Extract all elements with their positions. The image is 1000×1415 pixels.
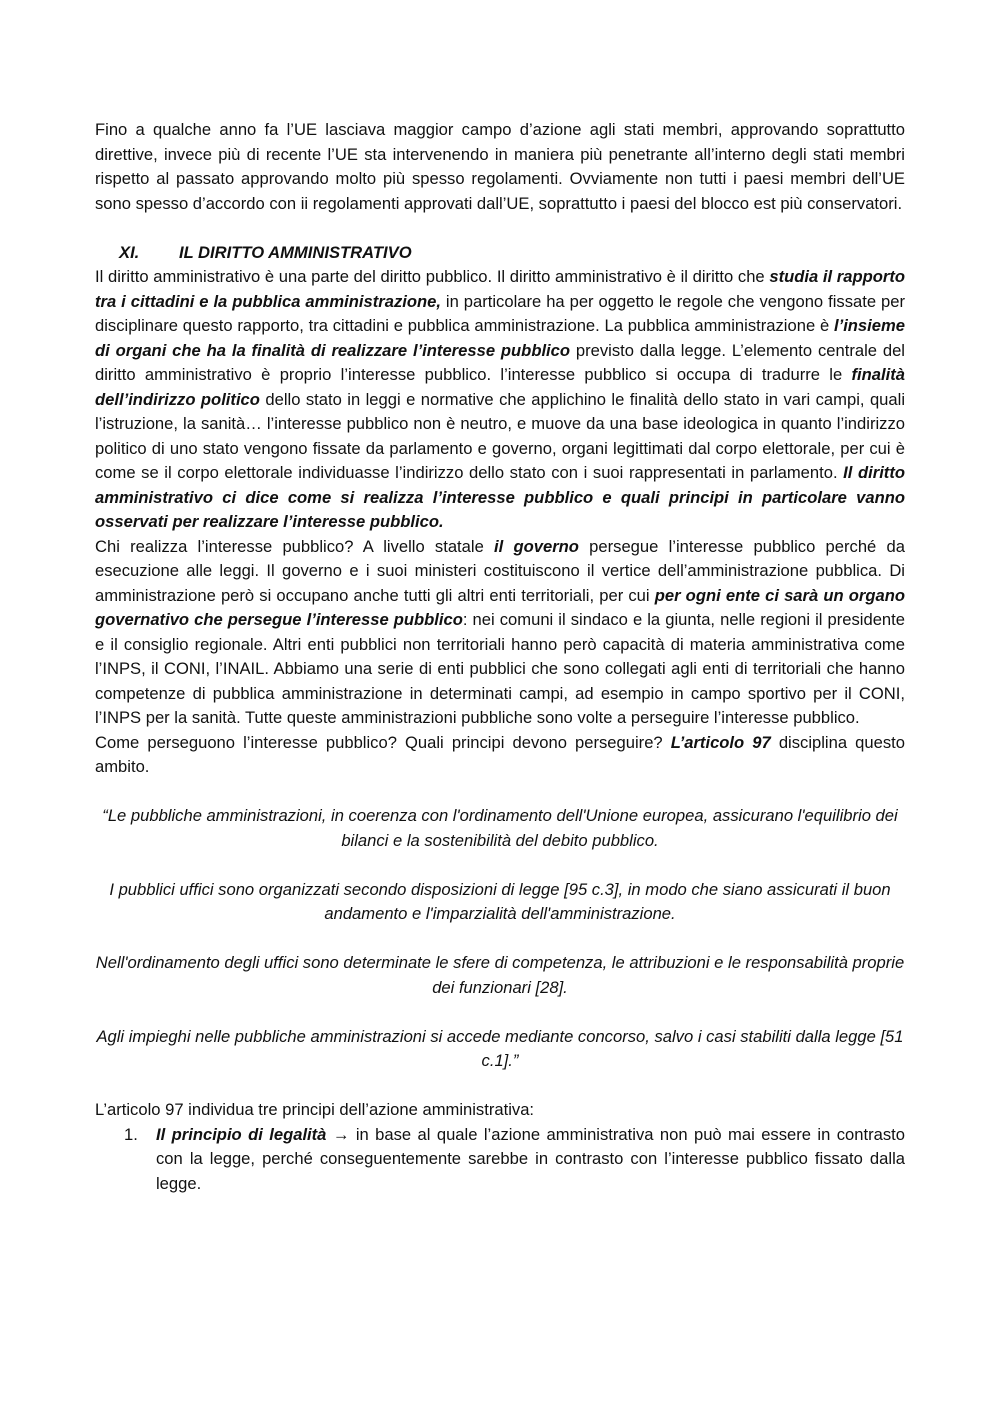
- paragraph-spacer: [95, 1000, 905, 1025]
- principles-list: [95, 1123, 905, 1197]
- list-item-text: [156, 1123, 905, 1197]
- paragraph-spacer: [95, 1074, 905, 1099]
- text-run: Il diritto amministrativo è una parte del diritto pubblico. Il diritto amministrativo è il diritto che: [95, 267, 770, 286]
- text-run: : nei comuni il sindaco e la giunta, nelle regioni il presidente e il consiglio regionale. Altri enti pubblici non territoriali hanno però capacità di materia amministrativa come l’INPS, il CONI, l’INAIL. Abbiamo una serie di enti pubblici che sono collegati agli enti di territoriali che hanno competenze di pubblica amministrazione in determinati campi, ad esempio in campo sportivo per il CONI, l’INPS per la sanità. Tutte queste amministrazioni pubbliche sono volte a perseguire l’interesse pubblico.: [95, 610, 905, 727]
- text-run: previsto dalla legge. L’elemento centrale del diritto amministrativo è proprio l’interesse pubblico. l’interesse pubblico si occupa di tradurre le: [95, 340, 905, 384]
- intro-paragraph: Fino a qualche anno fa l’UE lasciava maggior campo d’azione agli stati membri, approvando soprattutto direttive, invece più di recente l’UE sta intervenendo in maniera più penetrante all’interno degli stati membri rispetto al passato approvando molto più spesso regolamenti. Ovviamente non tutti i paesi membri dell’UE sono spesso d’accordo con ii regolamenti approvati dall’UE, soprattutto i paesi del blocco est più conservatori.: [95, 120, 905, 213]
- section-number: XI.: [119, 242, 140, 262]
- emphasis-run: studia il rapporto tra i cittadini e la pubblica amministrazione,: [95, 267, 906, 311]
- text-run: in particolare ha per oggetto le regole che vengono fissate per disciplinare questo rapporto, tra cittadini e pubblica amministrazione. La pubblica amministrazione è: [95, 291, 905, 335]
- paragraph-definition: [95, 265, 905, 535]
- text-run: Chi realizza l’interesse pubblico? A livello statale: [95, 536, 495, 556]
- arrow-right-icon: →: [332, 1124, 350, 1144]
- paragraph-spacer: [95, 927, 905, 952]
- emphasis-run: Il principio di legalità: [156, 1124, 327, 1144]
- text-run: in base al quale l’azione amministrativa non può mai essere in contrasto con la legge, perché conseguentemente sarebbe in contrasto con l’interesse pubblico fissato dalla legge.: [156, 1124, 905, 1193]
- paragraph-spacer: [95, 853, 905, 878]
- quote-paragraph-3: Nell'ordinamento degli uffici sono determinate le sfere di competenza, le attribuzioni e le responsabilità proprie dei funzionari [28].: [95, 953, 905, 997]
- text-run: Come perseguono l’interesse pubblico? Quali principi devono perseguire?: [95, 732, 671, 752]
- quote-paragraph-2: I pubblici uffici sono organizzati secondo disposizioni di legge [95 c.3], in modo che siano assicurati il buon andamento e l'imparzialità dell'amministrazione.: [109, 879, 891, 923]
- paragraph-spacer: [95, 780, 905, 805]
- quote-paragraph-4: Agli impieghi nelle pubbliche amministrazioni si accede mediante concorso, salvo i casi stabiliti dalla legge [51 c.1].”: [96, 1026, 904, 1070]
- text-run: dello stato in leggi e normative che applichino le finalità dello stato in vari campi, quali l’istruzione, la sanità… l’interesse pubblico non è neutro, e muove da una base ideologica in quanto l’indirizzo politico di uno stato vengono fissate da parlamento e governo, organi legittimati dal corpo elettorale, per cui è come se il corpo elettorale individuasse l’indirizzo dello stato con i suoi rappresentati in parlamento.: [95, 389, 905, 482]
- list-item-number: 1.: [124, 1124, 138, 1144]
- emphasis-run: l’insieme di organi che ha la finalità di realizzare l’interesse pubblico: [95, 316, 905, 360]
- emphasis-run: il governo: [494, 536, 579, 556]
- section-heading: [95, 241, 905, 266]
- text-run: persegue l’interesse pubblico perché da esecuzione alle leggi. Il governo e i suoi ministeri costituiscono il vertice dell’amministrazione pubblica. Di amministrazione però si occupano anche tutti gli altri enti territoriali, per cui: [95, 536, 905, 605]
- emphasis-run: per ogni ente ci sarà un organo governativo che persegue l’interesse pubblico: [95, 585, 905, 629]
- section-title: IL DIRITTO AMMINISTRATIVO: [179, 242, 412, 262]
- quote-paragraph-1: “Le pubbliche amministrazioni, in coerenza con l'ordinamento dell'Unione europea, assicurano l'equilibrio dei bilanci e la sostenibilità del debito pubblico.: [102, 806, 898, 850]
- paragraph-principles-intro: L’articolo 97 individua tre principi dell’azione amministrativa:: [95, 1100, 535, 1119]
- emphasis-run: finalità dell’indirizzo politico: [95, 365, 905, 409]
- emphasis-run: Il diritto amministrativo ci dice come si realizza l’interesse pubblico e quali principi in particolare vanno osservati per realizzare l’interesse pubblico.: [95, 463, 905, 531]
- paragraph-spacer: [95, 216, 905, 241]
- paragraph-who: [95, 535, 905, 731]
- paragraph-how: [95, 731, 905, 780]
- text-run: disciplina questo ambito.: [95, 732, 905, 776]
- list-item: [95, 1123, 905, 1197]
- emphasis-run: L’articolo 97: [670, 732, 771, 752]
